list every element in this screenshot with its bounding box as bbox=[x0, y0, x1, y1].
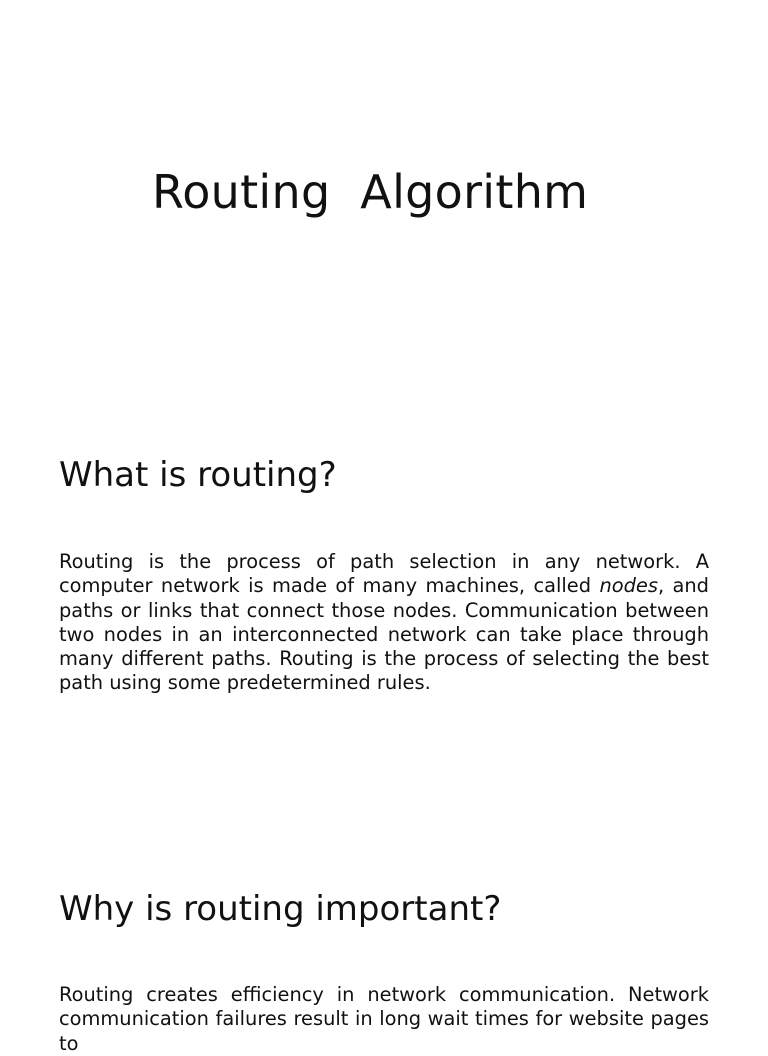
paragraph-text: Routing is the process of path selection in any network. A computer network is made of many machines, called bbox=[59, 550, 709, 598]
section-paragraph-what-is-routing bbox=[59, 550, 709, 696]
section-heading-why-routing-important: Why is routing important? bbox=[59, 889, 502, 929]
section-heading-what-is-routing: What is routing? bbox=[59, 455, 337, 495]
paragraph-text: , and paths or links that connect those nodes. Communication between two nodes in an interconnected network can take place through many different paths. Routing is the process of selecting the best path using some predetermined rules. bbox=[59, 574, 709, 695]
document-title: Routing Algorithm bbox=[152, 165, 589, 219]
section-paragraph-why-routing-important: Routing creates efficiency in network communication. Network communication failures result in long wait times for website pages to bbox=[59, 983, 709, 1055]
emphasized-term-nodes: nodes bbox=[599, 574, 658, 598]
